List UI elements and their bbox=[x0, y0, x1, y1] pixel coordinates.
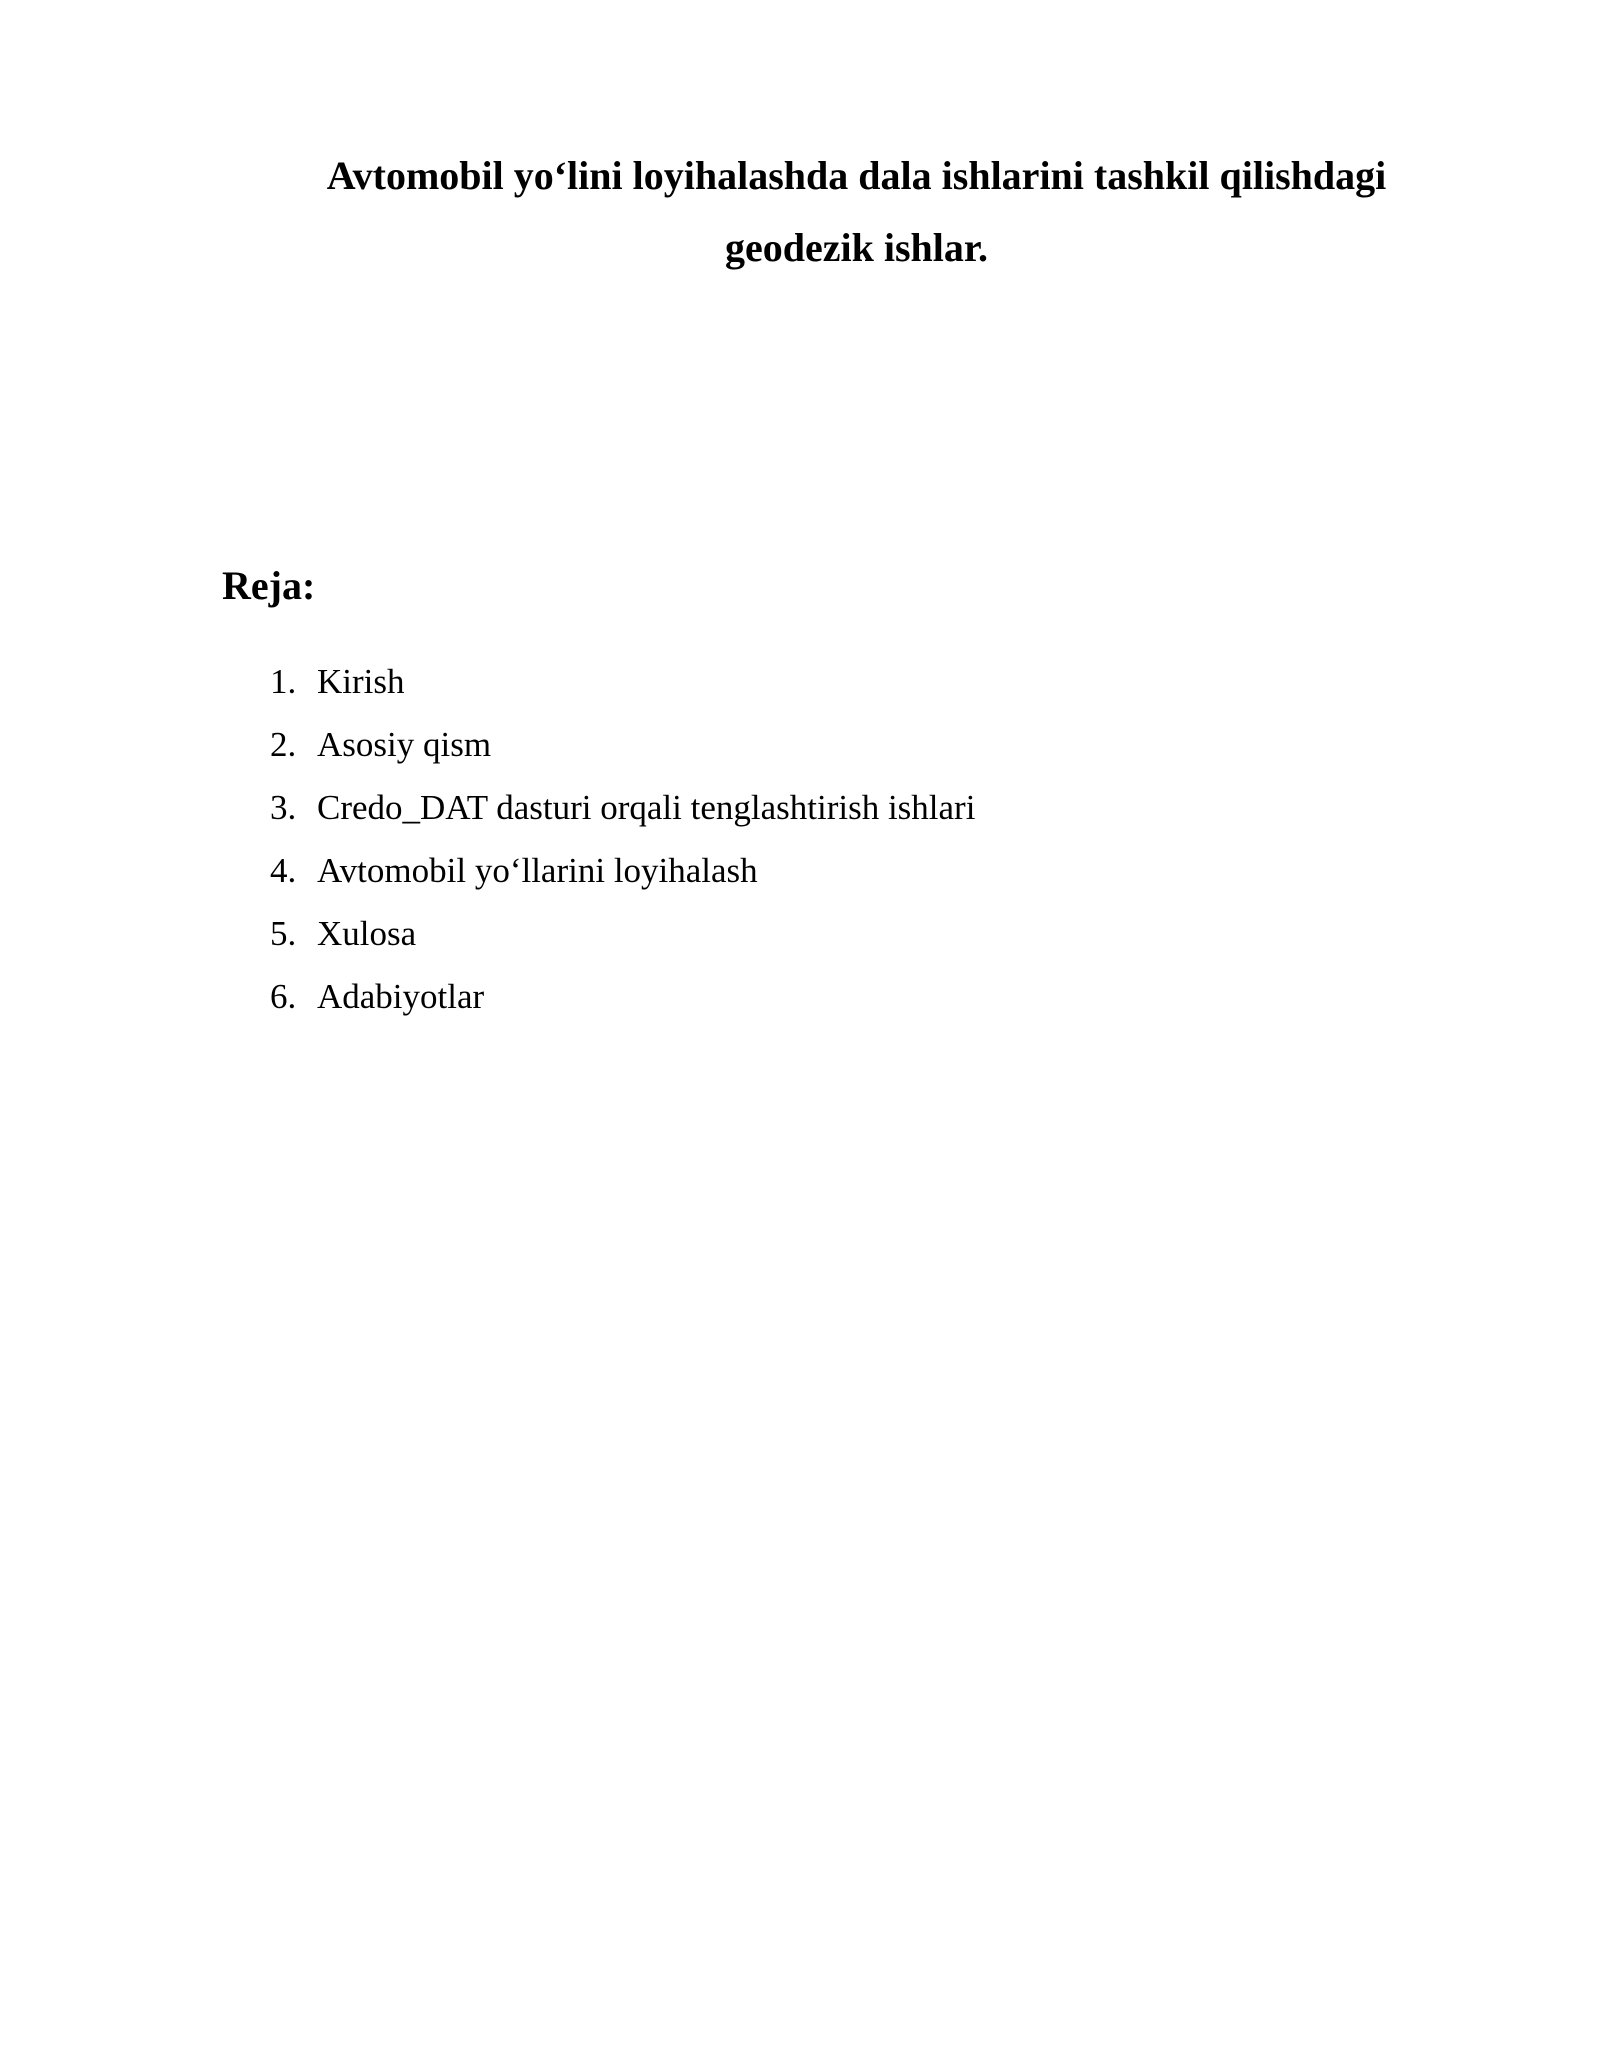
plan-list bbox=[222, 650, 975, 1028]
document-title-line-2: geodezik ishlar. bbox=[725, 225, 988, 270]
plan-item-3 bbox=[222, 776, 975, 839]
plan-item-label: Xulosa bbox=[317, 914, 417, 953]
plan-item-number: 4. bbox=[270, 851, 297, 890]
plan-heading: Reja: bbox=[222, 563, 316, 608]
plan-item-number: 2. bbox=[270, 725, 297, 764]
plan-item-6 bbox=[222, 965, 975, 1028]
plan-item-label: Credo_DAT dasturi orqali tenglashtirish ishlari bbox=[317, 788, 976, 827]
plan-item-5 bbox=[222, 902, 975, 965]
document-title bbox=[240, 140, 1473, 284]
plan-item-label: Adabiyotlar bbox=[317, 977, 485, 1016]
plan-item-label: Asosiy qism bbox=[317, 725, 492, 764]
plan-item-2 bbox=[222, 713, 975, 776]
plan-item-label: Avtomobil yo‘llarini loyihalash bbox=[317, 851, 758, 890]
plan-item-label: Kirish bbox=[317, 662, 405, 701]
plan-item-1 bbox=[222, 650, 975, 713]
plan-item-number: 3. bbox=[270, 788, 297, 827]
plan-item-number: 1. bbox=[270, 662, 297, 701]
plan-item-number: 5. bbox=[270, 914, 297, 953]
plan-item-4 bbox=[222, 839, 975, 902]
document-title-line-1: Avtomobil yo‘lini loyihalashda dala ishlarini tashkil qilishdagi bbox=[326, 153, 1387, 198]
plan-item-number: 6. bbox=[270, 977, 297, 1016]
